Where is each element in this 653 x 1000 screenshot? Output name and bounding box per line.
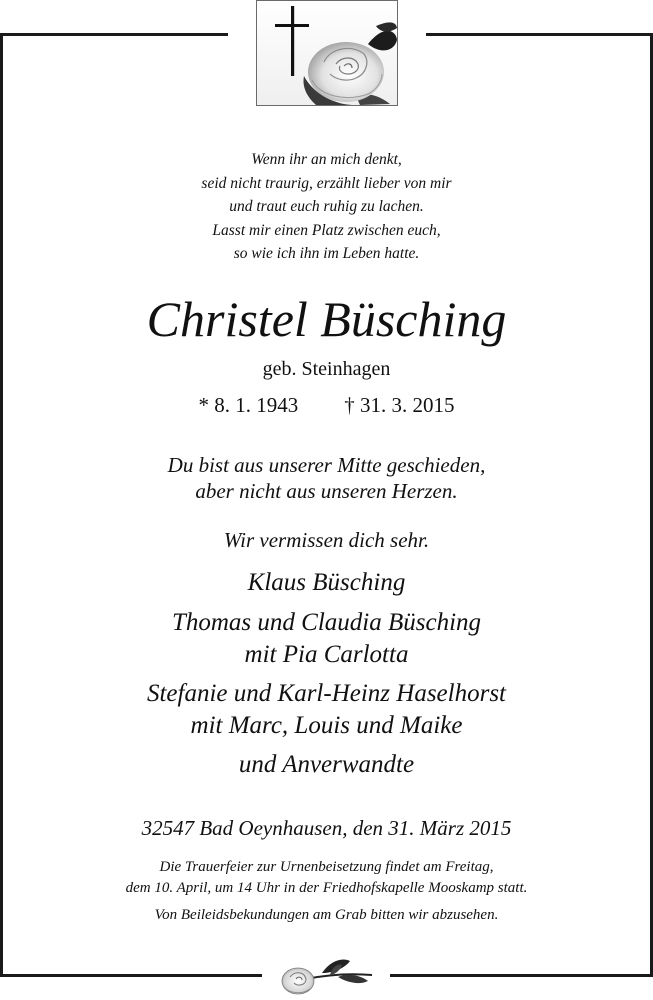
family-stefanie-children: mit Marc, Louis und Maike — [190, 712, 463, 739]
poem-line: seid nicht traurig, erzählt lieber von mir — [201, 174, 452, 192]
rose-icon — [268, 943, 384, 1000]
quote-line: Du bist aus unserer Mitte geschieden, — [167, 453, 486, 477]
frame-bottom-left — [0, 974, 262, 977]
notice-line: Die Trauerfeier zur Urnenbeisetzung findet am Freitag, — [159, 859, 494, 875]
condolence-notice: Von Beileidsbekundungen am Grab bitten wir abzusehen. — [154, 907, 499, 923]
poem-line: Wenn ihr an mich denkt, — [251, 151, 402, 168]
poem — [0, 148, 653, 266]
family-relatives: und Anverwandte — [238, 751, 415, 778]
cross-rose-icon — [256, 0, 398, 106]
poem-line: Lasst mir einen Platz zwischen euch, — [212, 221, 441, 239]
poem-line: und traut euch ruhig zu lachen. — [229, 198, 424, 215]
notice-line: dem 10. April, um 14 Uhr in der Friedhofskapelle Mooskamp statt. — [125, 880, 528, 896]
family-thomas: Thomas und Claudia Büsching — [171, 609, 482, 636]
deceased-name: Christel Büsching — [146, 291, 507, 347]
quote-line: aber nicht aus unseren Herzen. — [195, 479, 458, 503]
death-date: † 31. 3. 2015 — [344, 393, 455, 417]
funeral-notice — [0, 857, 653, 899]
family-stefanie: Stefanie und Karl-Heinz Haselhorst — [146, 680, 506, 707]
family-thomas-child: mit Pia Carlotta — [244, 641, 409, 668]
poem-line: so wie ich ihn im Leben hatte. — [233, 245, 420, 262]
place-date: 32547 Bad Oeynhausen, den 31. März 2015 — [141, 816, 512, 840]
frame-top-left — [0, 33, 228, 36]
memorial-quote — [0, 452, 653, 504]
frame-bottom-right — [390, 974, 653, 977]
birth-date: * 8. 1. 1943 — [198, 393, 299, 417]
life-dates — [0, 390, 653, 420]
frame-top-right — [426, 33, 653, 36]
family-klaus: Klaus Büsching — [247, 569, 406, 596]
miss-line: Wir vermissen dich sehr. — [223, 528, 430, 552]
maiden-name: geb. Steinhagen — [262, 358, 391, 380]
